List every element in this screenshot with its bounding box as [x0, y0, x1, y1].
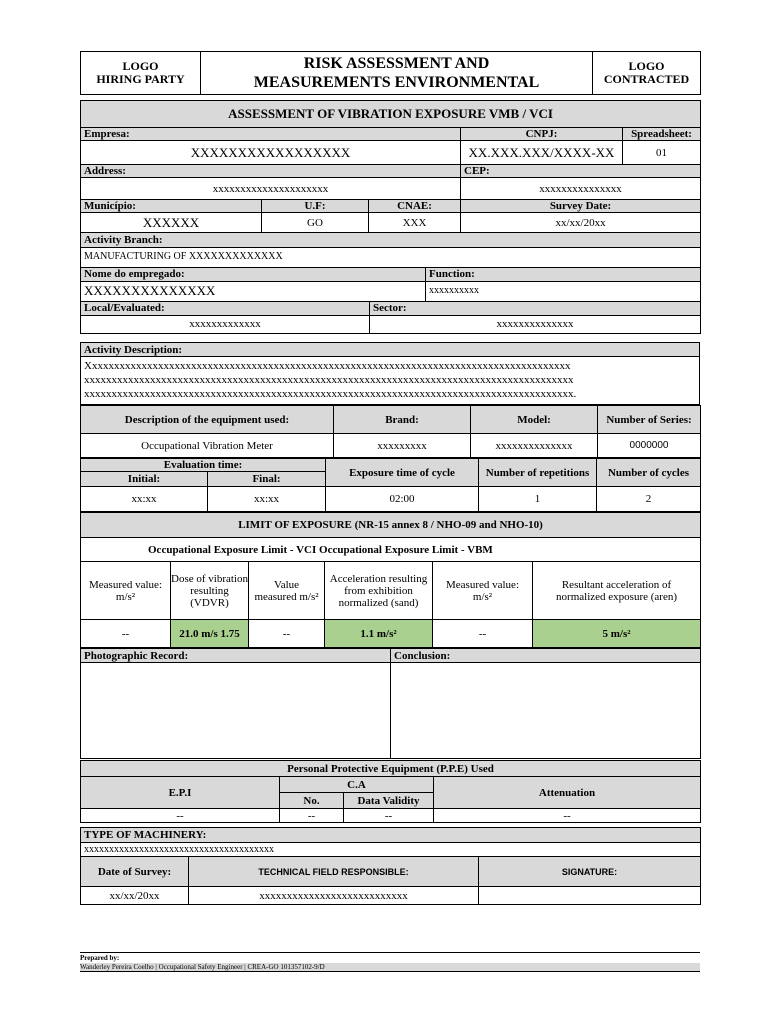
- acceleration-sand-header: Acceleration resulting from exhibition normalized (sand): [325, 562, 433, 620]
- activity-description-label: Activity Description:: [81, 343, 700, 357]
- local-evaluated-label: Local/Evaluated:: [81, 301, 370, 315]
- limit-subtitle: Occupational Exposure Limit - VCI Occupational Exposure Limit - VBM: [81, 538, 701, 562]
- attenuation-value: --: [434, 809, 701, 823]
- limit-of-exposure-title: LIMIT OF EXPOSURE (NR-15 annex 8 / NHO-09 and NHO-10): [81, 513, 701, 538]
- ca-label: C.A: [280, 777, 434, 793]
- cycles-value: 2: [597, 487, 701, 512]
- activity-description-text: [81, 357, 700, 405]
- epi-label: E.P.I: [81, 777, 280, 809]
- exposure-time-label: Exposure time of cycle: [326, 459, 479, 487]
- final-value: xx:xx: [208, 487, 326, 512]
- series-value: 0000000: [598, 434, 701, 458]
- empresa-label: Empresa:: [81, 128, 461, 141]
- cep-label: CEP:: [461, 165, 701, 178]
- equipment-description-label: Description of the equipment used:: [81, 406, 334, 434]
- measured-value-vci-header: Measured value: m/s²: [81, 562, 171, 620]
- photographic-record-label: Photographic Record:: [81, 649, 391, 663]
- data-validity-label: Data Validity: [344, 793, 434, 809]
- activity-branch-value: MANUFACTURING OF XXXXXXXXXXXXX: [81, 247, 701, 267]
- spreadsheet-value: 01: [623, 141, 701, 165]
- uf-label: U.F:: [262, 200, 369, 213]
- ppe-title: Personal Protective Equipment (P.P.E) Used: [81, 761, 701, 777]
- cycles-label: Number of cycles: [597, 459, 701, 487]
- survey-date-label: Survey Date:: [461, 200, 701, 213]
- activity-line-3: xxxxxxxxxxxxxxxxxxxxxxxxxxxxxxxxxxxxxxxxxxxxxxxxxxxxxxxxxxxxxxxxxxxxxxxxxxxxxxxxxxxxxxxxx.: [84, 388, 577, 400]
- survey-date-footer-label: Date of Survey:: [81, 857, 189, 887]
- footer-divider: [80, 952, 700, 953]
- evaluation-time-label: Evaluation time:: [81, 459, 326, 472]
- conclusion-area: [391, 663, 701, 759]
- logo-hiring-party: LOGO HIRING PARTY: [81, 52, 201, 95]
- initial-label: Initial:: [81, 472, 208, 487]
- conclusion-label: Conclusion:: [391, 649, 701, 663]
- value-measured-header: Value measured m/s²: [249, 562, 325, 620]
- equipment-description-value: Occupational Vibration Meter: [81, 434, 334, 458]
- prepared-by-label: Prepared by:: [80, 954, 120, 962]
- data-validity-value: --: [344, 809, 434, 823]
- measured-value-vbm-header: Measured value: m/s²: [433, 562, 533, 620]
- employee-name-value: XXXXXXXXXXXXXX: [81, 281, 426, 301]
- brand-value: xxxxxxxxx: [334, 434, 471, 458]
- machinery-section: [80, 827, 700, 905]
- spreadsheet-label: Spreadsheet:: [623, 128, 701, 141]
- signature-value: [479, 887, 701, 905]
- brand-label: Brand:: [334, 406, 471, 434]
- sector-label: Sector:: [370, 301, 701, 315]
- address-label: Address:: [81, 165, 461, 178]
- prepared-by-value: Wanderley Pereira Coelho | Occupational Safety Engineer | CREA-GO 101357102-9/D: [80, 963, 700, 972]
- local-evaluated-value: xxxxxxxxxxxxx: [81, 315, 370, 333]
- attenuation-label: Attenuation: [434, 777, 701, 809]
- initial-value: xx:xx: [81, 487, 208, 512]
- measured-value-vbm: --: [433, 620, 533, 648]
- signature-label: SIGNATURE:: [479, 857, 701, 887]
- ca-number-value: --: [280, 809, 344, 823]
- sector-value: xxxxxxxxxxxxxx: [370, 315, 701, 333]
- cnpj-value: XX.XXX.XXX/XXXX-XX: [461, 141, 623, 165]
- activity-section: [80, 342, 700, 759]
- empresa-value: XXXXXXXXXXXXXXXXX: [81, 141, 461, 165]
- cnae-label: CNAE:: [369, 200, 461, 213]
- activity-line-1: Xxxxxxxxxxxxxxxxxxxxxxxxxxxxxxxxxxxxxxxxxxxxxxxxxxxxxxxxxxxxxxxxxxxxxxxxxxxxxxxxxxxxxxxx: [84, 360, 571, 372]
- address-value: xxxxxxxxxxxxxxxxxxxxx: [81, 178, 461, 200]
- cnae-value: XXX: [369, 213, 461, 233]
- technical-responsible-label: TECHNICAL FIELD RESPONSIBLE:: [189, 857, 479, 887]
- vdvr-value: 21.0 m/s 1.75: [171, 620, 249, 648]
- activity-line-2: xxxxxxxxxxxxxxxxxxxxxxxxxxxxxxxxxxxxxxxxxxxxxxxxxxxxxxxxxxxxxxxxxxxxxxxxxxxxxxxxxxxxxxxxx: [84, 374, 574, 386]
- function-label: Function:: [426, 267, 701, 281]
- final-label: Final:: [208, 472, 326, 487]
- document-header: [80, 51, 700, 95]
- municipio-label: Município:: [81, 200, 262, 213]
- repetitions-label: Number of repetitions: [479, 459, 597, 487]
- measured-value-vci: --: [81, 620, 171, 648]
- survey-date-value: xx/xx/20xx: [461, 213, 701, 233]
- survey-date-footer-value: xx/xx/20xx: [81, 887, 189, 905]
- municipio-value: XXXXXX: [81, 213, 262, 233]
- section-title: ASSESSMENT OF VIBRATION EXPOSURE VMB / VCI: [81, 101, 701, 128]
- acceleration-sand-value: 1.1 m/s²: [325, 620, 433, 648]
- ppe-section: [80, 760, 700, 823]
- epi-value: --: [81, 809, 280, 823]
- company-info-section: [80, 100, 700, 334]
- aren-header: Resultant acceleration of normalized exposure (aren): [533, 562, 701, 620]
- function-value: xxxxxxxxxx: [426, 281, 701, 301]
- uf-value: GO: [262, 213, 369, 233]
- photographic-record-area: [81, 663, 391, 759]
- aren-value: 5 m/s²: [533, 620, 701, 648]
- activity-branch-label: Activity Branch:: [81, 233, 701, 247]
- series-label: Number of Series:: [598, 406, 701, 434]
- repetitions-value: 1: [479, 487, 597, 512]
- model-value: xxxxxxxxxxxxxx: [471, 434, 598, 458]
- cep-value: xxxxxxxxxxxxxxx: [461, 178, 701, 200]
- logo-contracted: LOGO CONTRACTED: [593, 52, 701, 95]
- machinery-label: TYPE OF MACHINERY:: [81, 828, 701, 843]
- document-title: RISK ASSESSMENT AND MEASUREMENTS ENVIRONMENTAL: [201, 52, 593, 95]
- value-measured: --: [249, 620, 325, 648]
- ca-number-label: No.: [280, 793, 344, 809]
- technical-responsible-value: xxxxxxxxxxxxxxxxxxxxxxxxxxx: [189, 887, 479, 905]
- cnpj-label: CNPJ:: [461, 128, 623, 141]
- machinery-value: xxxxxxxxxxxxxxxxxxxxxxxxxxxxxxxxxxxxxx: [81, 843, 701, 857]
- vdvr-header: Dose of vibration resulting (VDVR): [171, 562, 249, 620]
- model-label: Model:: [471, 406, 598, 434]
- employee-name-label: Nome do empregado:: [81, 267, 426, 281]
- exposure-time-value: 02:00: [326, 487, 479, 512]
